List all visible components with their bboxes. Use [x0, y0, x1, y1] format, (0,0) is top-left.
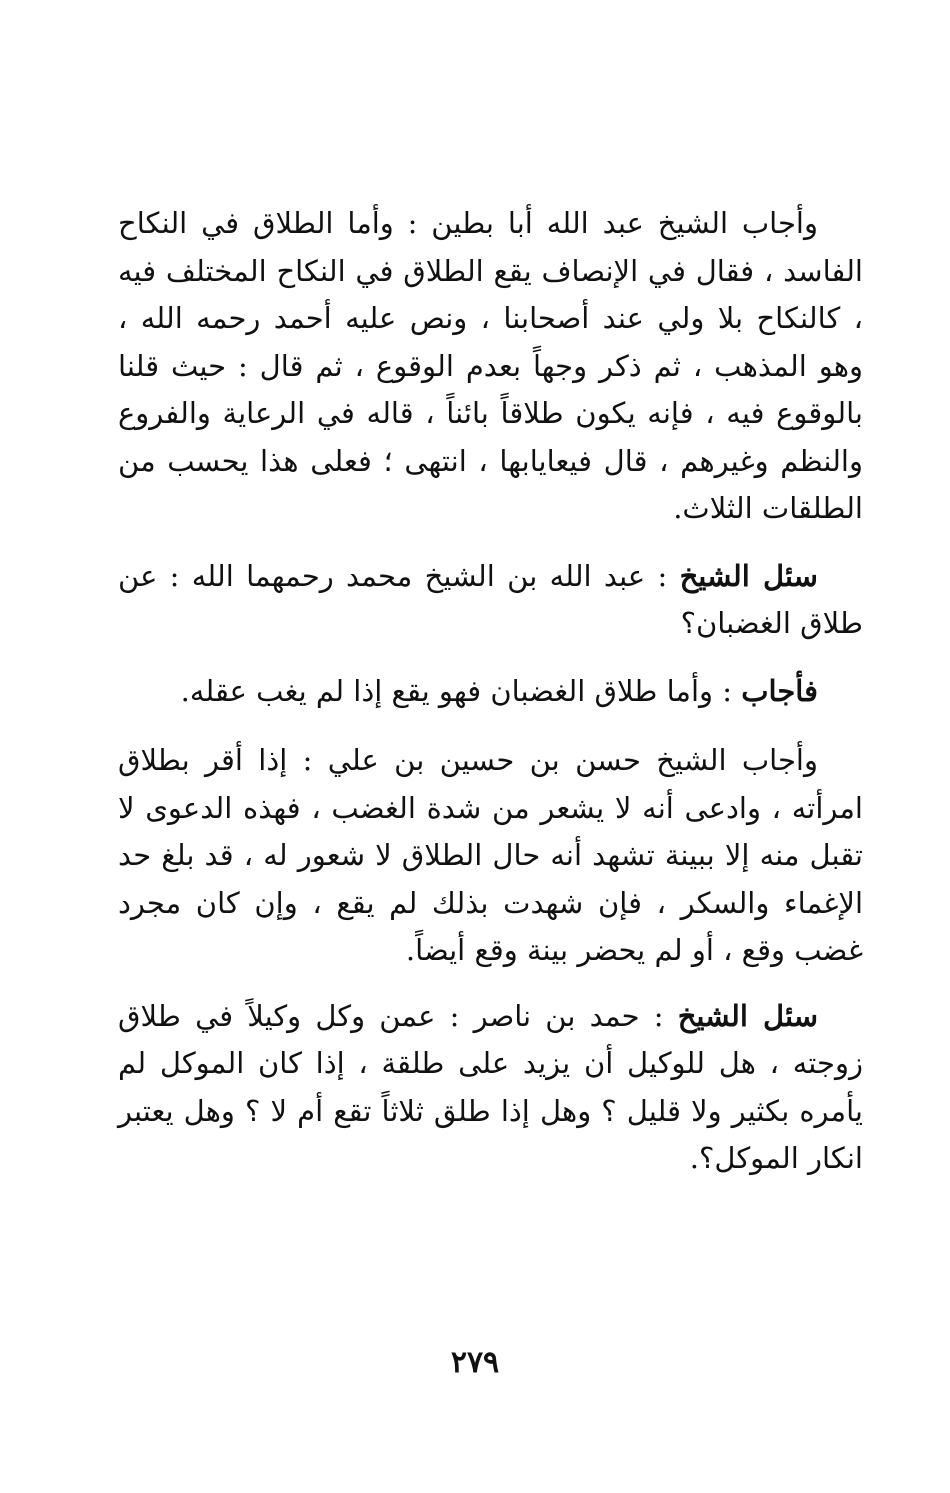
paragraph-2-text: : عبد الله بن الشيخ محمد رحمهما الله : عن طلاق الغضبان؟ — [118, 558, 863, 640]
paragraph-3-text: : وأما طلاق الغضبان فهو يقع إذا لم يغب عقله. — [180, 673, 742, 708]
paragraph-1 — [118, 200, 863, 533]
paragraph-4 — [118, 737, 863, 975]
paragraph-3 — [118, 668, 863, 716]
paragraph-2-lead: سئل الشيخ — [679, 558, 818, 593]
paragraph-3-lead: فأجاب — [741, 673, 818, 708]
paragraph-2 — [118, 553, 863, 648]
paragraph-5 — [118, 993, 863, 1183]
paragraph-1-text: وأجاب الشيخ عبد الله أبا بطين : وأما الطلاق في النكاح الفاسد ، فقال في الإنصاف يقع الطلاق في النكاح المختلف فيه ، كالنكاح بلا ولي عند أصحابنا ، ونص عليه أحمد رحمه الله ، وهو المذهب ، ثم ذكر وجهاً بعدم الوقوع ، ثم قال : حيث قلنا بالوقوع فيه ، فإنه يكون طلاقاً بائناً ، قاله في الرعاية والفروع والنظم وغيرهم ، قال فيعايابها ، انتهى ؛ فعلى هذا يحسب من الطلقات الثلاث. — [118, 206, 863, 525]
page-number: ٢٧٩ — [450, 1345, 500, 1380]
paragraph-5-text: : حمد بن ناصر : عمن وكل وكيلاً في طلاق زوجته ، هل للوكيل أن يزيد على طلقة ، إذا كان الموكل لم يأمره بكثير ولا قليل ؟ وهل إذا طلق ثلاثاً تقع أم لا ؟ وهل يعتبر انكار الموكل؟. — [118, 998, 863, 1175]
page-body — [118, 200, 863, 1183]
paragraph-5-lead: سئل الشيخ — [677, 998, 818, 1033]
paragraph-4-text: وأجاب الشيخ حسن بن حسين بن علي : إذا أقر بطلاق امرأته ، وادعى أنه لا يشعر من شدة الغضب ، فهذه الدعوى لا تقبل منه إلا ببينة تشهد أنه حال الطلاق لا شعور له ، قد بلغ حد الإغماء والسكر ، فإن شهدت بذلك لم يقع ، وإن كان مجرد غضب وقع ، أو لم يحضر بينة وقع أيضاً. — [118, 743, 863, 967]
